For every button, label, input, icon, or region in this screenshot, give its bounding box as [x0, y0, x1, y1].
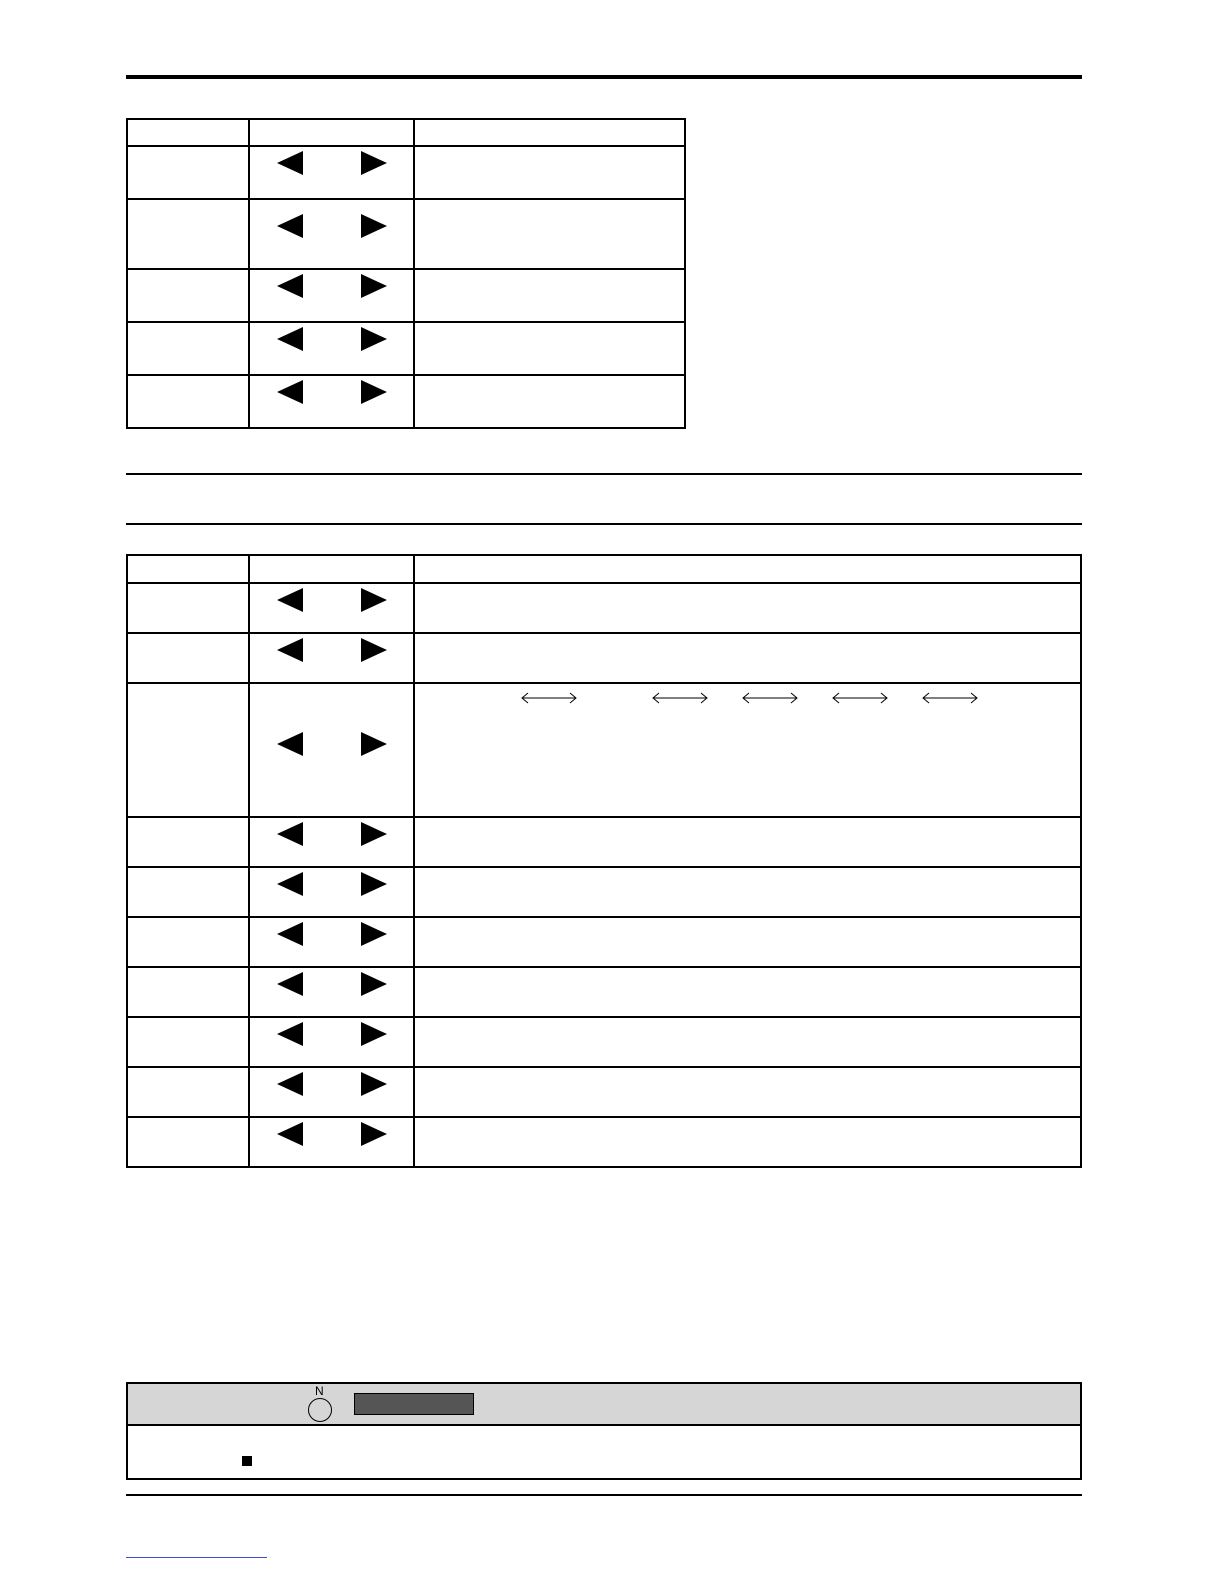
adjust-cell	[249, 683, 414, 817]
right-triangle-icon[interactable]	[361, 732, 387, 756]
left-triangle-icon[interactable]	[277, 151, 303, 175]
right-triangle-icon[interactable]	[361, 1122, 387, 1146]
item-cell	[127, 199, 249, 269]
item-cell	[127, 146, 249, 199]
adjust-cell	[249, 633, 414, 683]
adjust-cell	[249, 1017, 414, 1067]
table-row	[127, 146, 685, 199]
table-row	[127, 1117, 1081, 1167]
note-letter: N	[315, 1384, 324, 1398]
description-cell	[414, 683, 1081, 817]
item-cell	[127, 867, 249, 917]
right-triangle-icon[interactable]	[361, 972, 387, 996]
item-cell	[127, 1117, 249, 1167]
right-triangle-icon[interactable]	[361, 1072, 387, 1096]
adjust-cell	[249, 817, 414, 867]
description-cell	[414, 867, 1081, 917]
adjust-cell	[249, 1117, 414, 1167]
table-row	[127, 917, 1081, 967]
description-cell	[414, 917, 1081, 967]
adjust-cell	[249, 269, 414, 322]
description-cell	[414, 583, 1081, 633]
table-row	[127, 867, 1081, 917]
right-triangle-icon[interactable]	[361, 151, 387, 175]
adjust-cell	[249, 146, 414, 199]
header-cell-description	[414, 119, 685, 146]
left-triangle-icon[interactable]	[277, 1022, 303, 1046]
header-cell-adjustment	[249, 555, 414, 583]
table-header-row	[127, 119, 685, 146]
header-cell-item	[127, 555, 249, 583]
description-cell	[414, 269, 685, 322]
left-triangle-icon[interactable]	[277, 214, 303, 238]
table-row	[127, 1017, 1081, 1067]
table-row	[127, 269, 685, 322]
header-rule	[126, 75, 1082, 79]
header-cell-item	[127, 119, 249, 146]
description-cell	[414, 1017, 1081, 1067]
left-triangle-icon[interactable]	[277, 822, 303, 846]
left-triangle-icon[interactable]	[277, 972, 303, 996]
square-bullet-icon	[242, 1456, 252, 1466]
footer-link[interactable]	[126, 1557, 267, 1558]
left-triangle-icon[interactable]	[277, 638, 303, 662]
description-cell	[414, 633, 1081, 683]
adjust-cell	[249, 199, 414, 269]
right-triangle-icon[interactable]	[361, 274, 387, 298]
table-header-row	[127, 555, 1081, 583]
left-triangle-icon[interactable]	[277, 327, 303, 351]
left-triangle-icon[interactable]	[277, 872, 303, 896]
adjust-cell	[249, 917, 414, 967]
table-row	[127, 583, 1081, 633]
right-triangle-icon[interactable]	[361, 1022, 387, 1046]
item-cell	[127, 633, 249, 683]
settings-table-lower	[126, 554, 1082, 1168]
right-triangle-icon[interactable]	[361, 588, 387, 612]
item-cell	[127, 583, 249, 633]
adjust-cell	[249, 1067, 414, 1117]
adjust-cell	[249, 583, 414, 633]
item-cell	[127, 1017, 249, 1067]
adjust-cell	[249, 322, 414, 375]
section-rule-bottom	[126, 523, 1082, 525]
double-headed-arrow-icon	[832, 692, 888, 704]
table-row	[127, 817, 1081, 867]
item-cell	[127, 817, 249, 867]
adjust-cell	[249, 967, 414, 1017]
note-header	[128, 1384, 1080, 1426]
section-rule-top	[126, 473, 1082, 475]
description-cell	[414, 817, 1081, 867]
left-triangle-icon[interactable]	[277, 380, 303, 404]
double-headed-arrow-icon	[922, 692, 978, 704]
item-cell	[127, 269, 249, 322]
description-cell	[414, 322, 685, 375]
right-triangle-icon[interactable]	[361, 327, 387, 351]
header-cell-description	[414, 555, 1081, 583]
description-cell	[414, 967, 1081, 1017]
left-triangle-icon[interactable]	[277, 922, 303, 946]
table-row	[127, 683, 1081, 817]
adjust-cell	[249, 375, 414, 428]
left-triangle-icon[interactable]	[277, 732, 303, 756]
description-cell	[414, 1117, 1081, 1167]
right-triangle-icon[interactable]	[361, 380, 387, 404]
left-triangle-icon[interactable]	[277, 274, 303, 298]
right-triangle-icon[interactable]	[361, 872, 387, 896]
table-row	[127, 375, 685, 428]
table-row	[127, 633, 1081, 683]
item-cell	[127, 683, 249, 817]
right-triangle-icon[interactable]	[361, 638, 387, 662]
right-triangle-icon[interactable]	[361, 922, 387, 946]
item-cell	[127, 917, 249, 967]
description-cell	[414, 146, 685, 199]
right-triangle-icon[interactable]	[361, 214, 387, 238]
double-headed-arrow-icon	[652, 692, 708, 704]
left-triangle-icon[interactable]	[277, 1072, 303, 1096]
double-headed-arrow-icon	[742, 692, 798, 704]
description-cell	[414, 199, 685, 269]
item-cell	[127, 1067, 249, 1117]
note-title-bar	[354, 1393, 474, 1415]
description-cell	[414, 1067, 1081, 1117]
table-row	[127, 322, 685, 375]
adjust-cell	[249, 867, 414, 917]
item-cell	[127, 967, 249, 1017]
circled-n-icon	[308, 1398, 332, 1422]
description-cell	[414, 375, 685, 428]
left-triangle-icon[interactable]	[277, 1122, 303, 1146]
settings-table-upper	[126, 118, 686, 429]
left-triangle-icon[interactable]	[277, 588, 303, 612]
header-cell-adjustment	[249, 119, 414, 146]
table-row	[127, 1067, 1081, 1117]
footer-rule	[126, 1494, 1082, 1496]
double-headed-arrow-icon	[521, 692, 577, 704]
item-cell	[127, 375, 249, 428]
table-row	[127, 199, 685, 269]
note-box	[126, 1382, 1082, 1480]
item-cell	[127, 322, 249, 375]
right-triangle-icon[interactable]	[361, 822, 387, 846]
table-row	[127, 967, 1081, 1017]
